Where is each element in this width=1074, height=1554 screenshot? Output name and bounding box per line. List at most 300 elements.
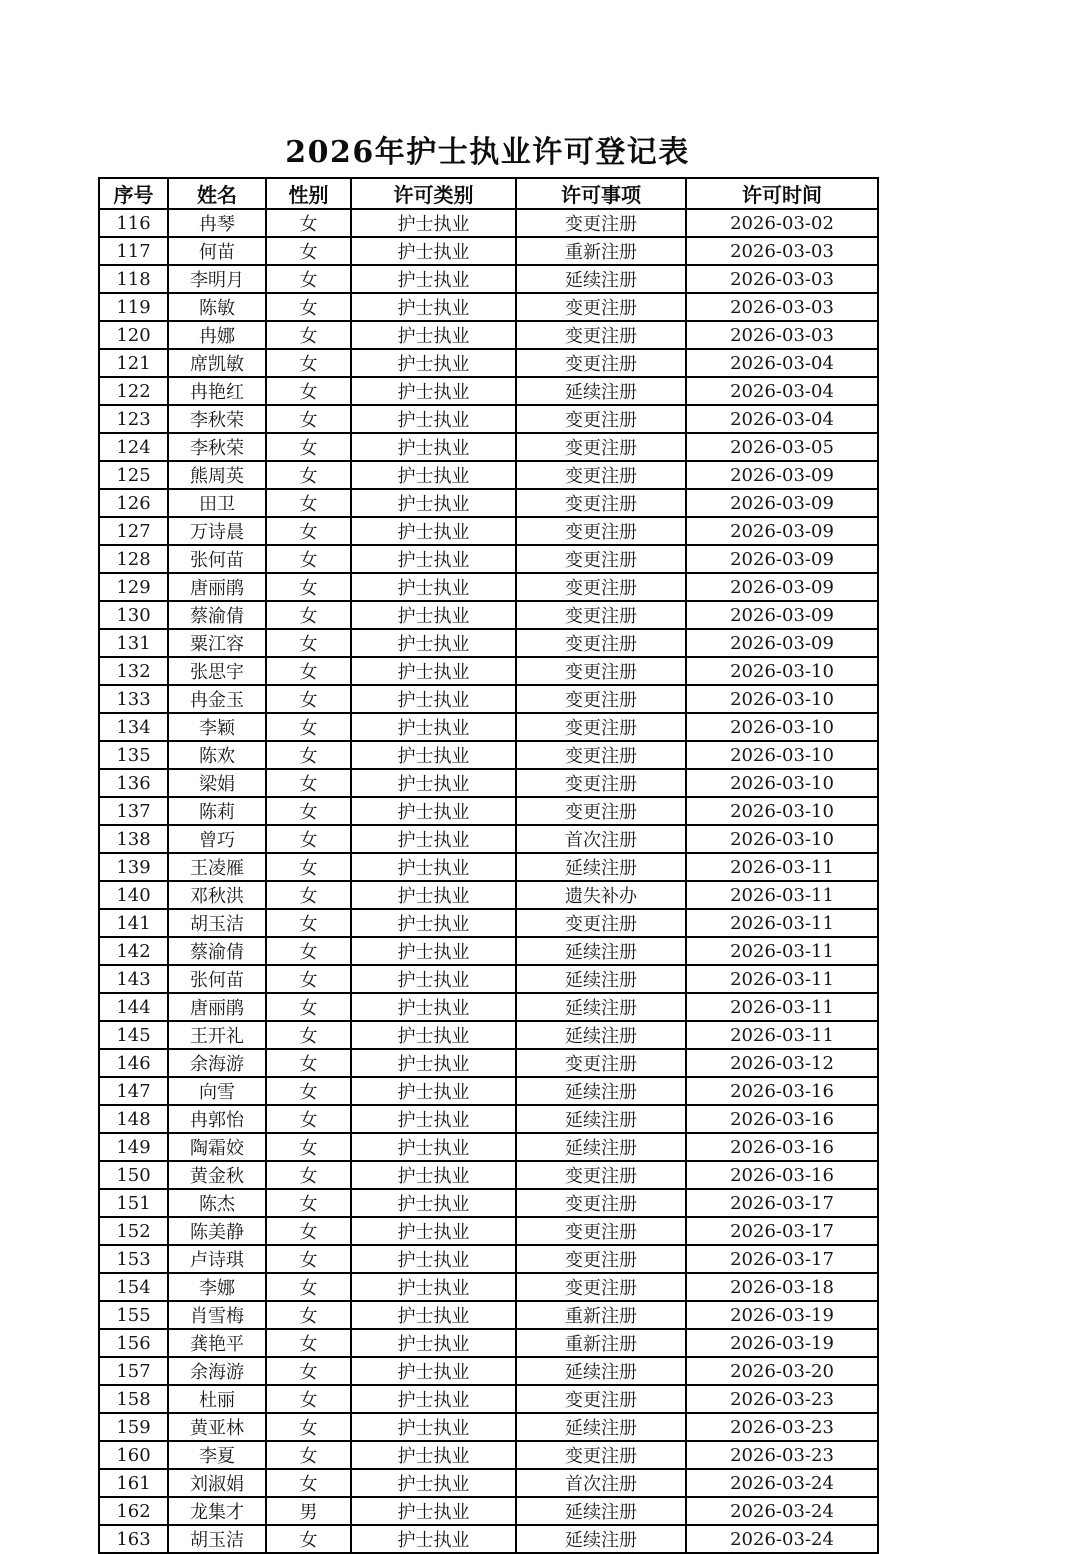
- cell-name: 李颖: [168, 713, 266, 741]
- cell-license-date: 2026-03-10: [686, 825, 878, 853]
- cell-index: 132: [99, 657, 168, 685]
- cell-gender: 女: [266, 937, 351, 965]
- cell-license-type: 护士执业: [351, 1133, 516, 1161]
- cell-license-type: 护士执业: [351, 881, 516, 909]
- cell-license-date: 2026-03-17: [686, 1245, 878, 1273]
- cell-index: 158: [99, 1385, 168, 1413]
- table-row: [99, 909, 878, 937]
- cell-license-type: 护士执业: [351, 853, 516, 881]
- cell-name: 唐丽鹃: [168, 573, 266, 601]
- cell-license-type: 护士执业: [351, 1077, 516, 1105]
- cell-index: 117: [99, 237, 168, 265]
- cell-gender: 男: [266, 1497, 351, 1525]
- cell-gender: 女: [266, 1217, 351, 1245]
- cell-gender: 女: [266, 1525, 351, 1553]
- cell-license-matter: 延续注册: [516, 1525, 686, 1553]
- cell-gender: 女: [266, 1301, 351, 1329]
- cell-license-type: 护士执业: [351, 1525, 516, 1553]
- cell-license-date: 2026-03-11: [686, 1021, 878, 1049]
- cell-license-date: 2026-03-16: [686, 1105, 878, 1133]
- cell-license-matter: 变更注册: [516, 573, 686, 601]
- cell-index: 147: [99, 1077, 168, 1105]
- table-row: [99, 1189, 878, 1217]
- cell-license-matter: 变更注册: [516, 741, 686, 769]
- cell-license-date: 2026-03-19: [686, 1301, 878, 1329]
- cell-name: 冉艳红: [168, 377, 266, 405]
- cell-license-type: 护士执业: [351, 461, 516, 489]
- cell-index: 157: [99, 1357, 168, 1385]
- cell-name: 冉娜: [168, 321, 266, 349]
- table-row: [99, 573, 878, 601]
- table-row: [99, 1273, 878, 1301]
- cell-license-type: 护士执业: [351, 209, 516, 237]
- cell-name: 黄金秋: [168, 1161, 266, 1189]
- cell-gender: 女: [266, 1189, 351, 1217]
- cell-license-date: 2026-03-04: [686, 349, 878, 377]
- cell-license-date: 2026-03-03: [686, 321, 878, 349]
- cell-license-date: 2026-03-16: [686, 1077, 878, 1105]
- cell-name: 李娜: [168, 1273, 266, 1301]
- cell-name: 陈杰: [168, 1189, 266, 1217]
- cell-license-matter: 变更注册: [516, 909, 686, 937]
- table-row: [99, 405, 878, 433]
- cell-license-date: 2026-03-09: [686, 629, 878, 657]
- table-row: [99, 713, 878, 741]
- cell-license-matter: 变更注册: [516, 657, 686, 685]
- cell-gender: 女: [266, 321, 351, 349]
- cell-license-type: 护士执业: [351, 909, 516, 937]
- cell-gender: 女: [266, 1441, 351, 1469]
- table-row: [99, 1469, 878, 1497]
- cell-index: 134: [99, 713, 168, 741]
- cell-index: 139: [99, 853, 168, 881]
- cell-name: 冉郭怡: [168, 1105, 266, 1133]
- cell-license-type: 护士执业: [351, 545, 516, 573]
- cell-license-matter: 变更注册: [516, 545, 686, 573]
- table-row: [99, 209, 878, 237]
- cell-name: 李夏: [168, 1441, 266, 1469]
- cell-license-type: 护士执业: [351, 349, 516, 377]
- cell-license-matter: 变更注册: [516, 1217, 686, 1245]
- cell-license-date: 2026-03-03: [686, 237, 878, 265]
- cell-gender: 女: [266, 1133, 351, 1161]
- cell-license-date: 2026-03-02: [686, 209, 878, 237]
- table-header: [99, 178, 878, 209]
- table-row: [99, 1161, 878, 1189]
- table-row: [99, 1217, 878, 1245]
- page-title: 2026年护士执业许可登记表: [285, 135, 690, 170]
- cell-gender: 女: [266, 237, 351, 265]
- cell-gender: 女: [266, 769, 351, 797]
- cell-name: 席凯敏: [168, 349, 266, 377]
- cell-license-date: 2026-03-16: [686, 1133, 878, 1161]
- cell-license-matter: 变更注册: [516, 1273, 686, 1301]
- cell-license-type: 护士执业: [351, 685, 516, 713]
- cell-name: 何苗: [168, 237, 266, 265]
- cell-gender: 女: [266, 657, 351, 685]
- cell-license-type: 护士执业: [351, 237, 516, 265]
- cell-name: 梁娟: [168, 769, 266, 797]
- table-row: [99, 377, 878, 405]
- table-row: [99, 1301, 878, 1329]
- column-header-license-date: 许可时间: [686, 178, 878, 209]
- cell-name: 曾巧: [168, 825, 266, 853]
- cell-index: 153: [99, 1245, 168, 1273]
- cell-license-matter: 延续注册: [516, 1413, 686, 1441]
- cell-index: 123: [99, 405, 168, 433]
- cell-gender: 女: [266, 685, 351, 713]
- cell-name: 陶霜姣: [168, 1133, 266, 1161]
- cell-license-date: 2026-03-09: [686, 601, 878, 629]
- cell-license-date: 2026-03-11: [686, 993, 878, 1021]
- cell-name: 向雪: [168, 1077, 266, 1105]
- cell-license-matter: 变更注册: [516, 405, 686, 433]
- cell-license-matter: 变更注册: [516, 1245, 686, 1273]
- cell-index: 136: [99, 769, 168, 797]
- cell-name: 刘淑娟: [168, 1469, 266, 1497]
- cell-index: 150: [99, 1161, 168, 1189]
- cell-license-type: 护士执业: [351, 517, 516, 545]
- cell-license-matter: 变更注册: [516, 713, 686, 741]
- cell-license-type: 护士执业: [351, 321, 516, 349]
- cell-license-type: 护士执业: [351, 937, 516, 965]
- cell-license-type: 护士执业: [351, 965, 516, 993]
- cell-license-type: 护士执业: [351, 1217, 516, 1245]
- cell-name: 肖雪梅: [168, 1301, 266, 1329]
- cell-index: 140: [99, 881, 168, 909]
- cell-name: 龙集才: [168, 1497, 266, 1525]
- cell-index: 151: [99, 1189, 168, 1217]
- cell-license-matter: 延续注册: [516, 1133, 686, 1161]
- table-row: [99, 601, 878, 629]
- cell-license-type: 护士执业: [351, 1301, 516, 1329]
- cell-license-matter: 变更注册: [516, 209, 686, 237]
- cell-license-date: 2026-03-24: [686, 1525, 878, 1553]
- cell-gender: 女: [266, 293, 351, 321]
- cell-gender: 女: [266, 797, 351, 825]
- cell-license-type: 护士执业: [351, 1105, 516, 1133]
- cell-license-date: 2026-03-10: [686, 657, 878, 685]
- cell-index: 121: [99, 349, 168, 377]
- cell-license-matter: 变更注册: [516, 349, 686, 377]
- cell-license-type: 护士执业: [351, 377, 516, 405]
- cell-name: 粟江容: [168, 629, 266, 657]
- cell-name: 蔡渝倩: [168, 601, 266, 629]
- table-row: [99, 1049, 878, 1077]
- cell-license-type: 护士执业: [351, 797, 516, 825]
- column-header-name: 姓名: [168, 178, 266, 209]
- table-row: [99, 853, 878, 881]
- cell-license-matter: 延续注册: [516, 965, 686, 993]
- cell-name: 张思宇: [168, 657, 266, 685]
- cell-license-type: 护士执业: [351, 993, 516, 1021]
- cell-gender: 女: [266, 517, 351, 545]
- table-row: [99, 545, 878, 573]
- cell-license-date: 2026-03-10: [686, 685, 878, 713]
- cell-name: 王凌雁: [168, 853, 266, 881]
- cell-index: 137: [99, 797, 168, 825]
- cell-license-date: 2026-03-10: [686, 741, 878, 769]
- cell-gender: 女: [266, 1049, 351, 1077]
- cell-gender: 女: [266, 1161, 351, 1189]
- cell-license-date: 2026-03-24: [686, 1497, 878, 1525]
- cell-index: 119: [99, 293, 168, 321]
- table-row: [99, 1329, 878, 1357]
- cell-license-date: 2026-03-17: [686, 1189, 878, 1217]
- cell-license-type: 护士执业: [351, 1273, 516, 1301]
- table-row: [99, 293, 878, 321]
- cell-gender: 女: [266, 377, 351, 405]
- table-row: [99, 741, 878, 769]
- cell-name: 杜丽: [168, 1385, 266, 1413]
- cell-gender: 女: [266, 1105, 351, 1133]
- cell-index: 131: [99, 629, 168, 657]
- cell-license-type: 护士执业: [351, 1189, 516, 1217]
- cell-gender: 女: [266, 461, 351, 489]
- cell-license-matter: 延续注册: [516, 265, 686, 293]
- cell-name: 卢诗琪: [168, 1245, 266, 1273]
- table-row: [99, 937, 878, 965]
- table-row: [99, 797, 878, 825]
- cell-license-date: 2026-03-04: [686, 377, 878, 405]
- table-row: [99, 1133, 878, 1161]
- cell-license-type: 护士执业: [351, 1497, 516, 1525]
- table-row: [99, 1385, 878, 1413]
- cell-index: 146: [99, 1049, 168, 1077]
- cell-license-type: 护士执业: [351, 1357, 516, 1385]
- cell-license-date: 2026-03-03: [686, 265, 878, 293]
- cell-index: 149: [99, 1133, 168, 1161]
- cell-license-date: 2026-03-11: [686, 881, 878, 909]
- cell-license-matter: 重新注册: [516, 1301, 686, 1329]
- table-row: [99, 629, 878, 657]
- column-header-gender: 性别: [266, 178, 351, 209]
- cell-index: 161: [99, 1469, 168, 1497]
- table-row: [99, 461, 878, 489]
- cell-license-matter: 变更注册: [516, 601, 686, 629]
- cell-name: 李明月: [168, 265, 266, 293]
- cell-index: 160: [99, 1441, 168, 1469]
- cell-gender: 女: [266, 405, 351, 433]
- cell-gender: 女: [266, 881, 351, 909]
- cell-name: 邓秋洪: [168, 881, 266, 909]
- table-row: [99, 825, 878, 853]
- cell-gender: 女: [266, 489, 351, 517]
- cell-gender: 女: [266, 433, 351, 461]
- cell-index: 130: [99, 601, 168, 629]
- cell-gender: 女: [266, 601, 351, 629]
- cell-index: 138: [99, 825, 168, 853]
- cell-license-date: 2026-03-17: [686, 1217, 878, 1245]
- cell-gender: 女: [266, 1413, 351, 1441]
- table-row: [99, 1525, 878, 1553]
- cell-name: 陈欢: [168, 741, 266, 769]
- cell-gender: 女: [266, 741, 351, 769]
- cell-name: 李秋荣: [168, 433, 266, 461]
- cell-gender: 女: [266, 349, 351, 377]
- cell-gender: 女: [266, 265, 351, 293]
- cell-license-type: 护士执业: [351, 265, 516, 293]
- cell-gender: 女: [266, 853, 351, 881]
- cell-gender: 女: [266, 1469, 351, 1497]
- cell-gender: 女: [266, 545, 351, 573]
- cell-license-matter: 变更注册: [516, 1049, 686, 1077]
- cell-license-type: 护士执业: [351, 405, 516, 433]
- cell-index: 155: [99, 1301, 168, 1329]
- license-registration-table: [98, 177, 879, 1554]
- cell-name: 张何苗: [168, 545, 266, 573]
- table-row: [99, 685, 878, 713]
- cell-name: 蔡渝倩: [168, 937, 266, 965]
- table-row: [99, 1021, 878, 1049]
- table-row: [99, 517, 878, 545]
- column-header-index: 序号: [99, 178, 168, 209]
- cell-license-matter: 延续注册: [516, 993, 686, 1021]
- cell-license-matter: 变更注册: [516, 629, 686, 657]
- cell-license-date: 2026-03-09: [686, 489, 878, 517]
- cell-index: 145: [99, 1021, 168, 1049]
- cell-license-matter: 延续注册: [516, 1077, 686, 1105]
- cell-license-matter: 延续注册: [516, 1105, 686, 1133]
- cell-license-date: 2026-03-10: [686, 769, 878, 797]
- cell-license-date: 2026-03-20: [686, 1357, 878, 1385]
- table-row: [99, 881, 878, 909]
- table-row: [99, 1413, 878, 1441]
- cell-license-type: 护士执业: [351, 293, 516, 321]
- cell-license-matter: 首次注册: [516, 825, 686, 853]
- cell-license-type: 护士执业: [351, 629, 516, 657]
- cell-name: 黄亚林: [168, 1413, 266, 1441]
- table-row: [99, 349, 878, 377]
- cell-gender: 女: [266, 993, 351, 1021]
- column-header-license-type: 许可类别: [351, 178, 516, 209]
- cell-name: 唐丽鹃: [168, 993, 266, 1021]
- table-row: [99, 657, 878, 685]
- cell-license-date: 2026-03-23: [686, 1441, 878, 1469]
- cell-license-matter: 延续注册: [516, 1497, 686, 1525]
- cell-license-date: 2026-03-04: [686, 405, 878, 433]
- cell-license-type: 护士执业: [351, 769, 516, 797]
- table-body: [99, 209, 878, 1553]
- cell-index: 143: [99, 965, 168, 993]
- cell-license-type: 护士执业: [351, 433, 516, 461]
- cell-index: 124: [99, 433, 168, 461]
- table-row: [99, 1441, 878, 1469]
- cell-license-matter: 变更注册: [516, 1385, 686, 1413]
- cell-license-type: 护士执业: [351, 1245, 516, 1273]
- cell-license-matter: 变更注册: [516, 433, 686, 461]
- table-row: [99, 489, 878, 517]
- table-row: [99, 321, 878, 349]
- table-row: [99, 993, 878, 1021]
- cell-license-date: 2026-03-23: [686, 1385, 878, 1413]
- cell-license-matter: 变更注册: [516, 321, 686, 349]
- cell-license-matter: 变更注册: [516, 1441, 686, 1469]
- cell-index: 162: [99, 1497, 168, 1525]
- cell-license-date: 2026-03-03: [686, 293, 878, 321]
- cell-name: 龚艳平: [168, 1329, 266, 1357]
- cell-license-matter: 变更注册: [516, 685, 686, 713]
- cell-index: 128: [99, 545, 168, 573]
- table-row: [99, 1357, 878, 1385]
- cell-name: 张何苗: [168, 965, 266, 993]
- cell-license-matter: 延续注册: [516, 377, 686, 405]
- cell-license-matter: 变更注册: [516, 517, 686, 545]
- cell-license-date: 2026-03-09: [686, 517, 878, 545]
- cell-gender: 女: [266, 713, 351, 741]
- cell-license-type: 护士执业: [351, 1021, 516, 1049]
- cell-license-type: 护士执业: [351, 1469, 516, 1497]
- cell-license-date: 2026-03-09: [686, 461, 878, 489]
- cell-index: 152: [99, 1217, 168, 1245]
- cell-index: 144: [99, 993, 168, 1021]
- cell-index: 156: [99, 1329, 168, 1357]
- cell-license-date: 2026-03-11: [686, 937, 878, 965]
- cell-name: 陈美静: [168, 1217, 266, 1245]
- cell-name: 万诗晨: [168, 517, 266, 545]
- cell-license-matter: 变更注册: [516, 769, 686, 797]
- cell-index: 163: [99, 1525, 168, 1553]
- cell-license-type: 护士执业: [351, 657, 516, 685]
- cell-gender: 女: [266, 965, 351, 993]
- cell-license-matter: 首次注册: [516, 1469, 686, 1497]
- cell-license-type: 护士执业: [351, 489, 516, 517]
- cell-license-matter: 重新注册: [516, 237, 686, 265]
- cell-license-date: 2026-03-11: [686, 965, 878, 993]
- cell-index: 118: [99, 265, 168, 293]
- table-row: [99, 1105, 878, 1133]
- table-row: [99, 965, 878, 993]
- cell-license-matter: 变更注册: [516, 489, 686, 517]
- cell-gender: 女: [266, 909, 351, 937]
- table-row: [99, 433, 878, 461]
- cell-license-type: 护士执业: [351, 1161, 516, 1189]
- cell-gender: 女: [266, 825, 351, 853]
- cell-gender: 女: [266, 629, 351, 657]
- cell-name: 余海游: [168, 1049, 266, 1077]
- cell-gender: 女: [266, 1077, 351, 1105]
- cell-index: 120: [99, 321, 168, 349]
- cell-license-date: 2026-03-12: [686, 1049, 878, 1077]
- cell-license-type: 护士执业: [351, 1049, 516, 1077]
- cell-license-date: 2026-03-16: [686, 1161, 878, 1189]
- cell-gender: 女: [266, 1021, 351, 1049]
- cell-index: 122: [99, 377, 168, 405]
- cell-gender: 女: [266, 1273, 351, 1301]
- cell-license-date: 2026-03-23: [686, 1413, 878, 1441]
- cell-name: 李秋荣: [168, 405, 266, 433]
- cell-index: 129: [99, 573, 168, 601]
- cell-index: 127: [99, 517, 168, 545]
- cell-license-matter: 变更注册: [516, 1189, 686, 1217]
- cell-license-date: 2026-03-09: [686, 545, 878, 573]
- cell-name: 王开礼: [168, 1021, 266, 1049]
- cell-license-type: 护士执业: [351, 713, 516, 741]
- table-row: [99, 265, 878, 293]
- cell-license-date: 2026-03-10: [686, 713, 878, 741]
- cell-license-type: 护士执业: [351, 1441, 516, 1469]
- cell-gender: 女: [266, 209, 351, 237]
- cell-license-type: 护士执业: [351, 1413, 516, 1441]
- cell-gender: 女: [266, 1329, 351, 1357]
- cell-name: 熊周英: [168, 461, 266, 489]
- cell-license-date: 2026-03-11: [686, 853, 878, 881]
- cell-index: 133: [99, 685, 168, 713]
- cell-license-type: 护士执业: [351, 741, 516, 769]
- cell-gender: 女: [266, 1357, 351, 1385]
- cell-license-matter: 变更注册: [516, 461, 686, 489]
- cell-gender: 女: [266, 1245, 351, 1273]
